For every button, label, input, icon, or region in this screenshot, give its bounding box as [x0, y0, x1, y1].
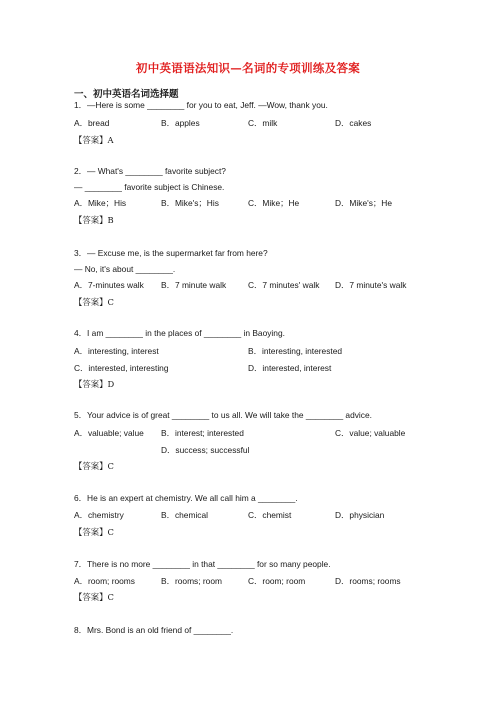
answer: 【答案】D: [74, 379, 115, 389]
option-b: B．Mike's；His: [161, 198, 219, 208]
option-c: C．room; room: [248, 576, 306, 586]
option-a: A．valuable; value: [74, 428, 144, 438]
option-c: C．value; valuable: [335, 428, 406, 438]
option-c: C．7 minutes' walk: [248, 280, 320, 290]
option-c: C．milk: [248, 118, 278, 128]
answer: 【答案】C: [74, 461, 114, 471]
option-a: A．interesting, interest: [74, 346, 159, 356]
question-stem: 2．— What's ________ favorite subject?: [74, 166, 226, 176]
question-stem: — ________ favorite subject is Chinese.: [74, 182, 225, 192]
question-stem: 4．I am ________ in the places of ________ in Baoying.: [74, 328, 285, 338]
question-stem: 1．—Here is some ________ for you to eat, Jeff. —Wow, thank you.: [74, 100, 328, 110]
option-a: A．chemistry: [74, 510, 124, 520]
option-b: B．interesting, interested: [248, 346, 343, 356]
option-a: A．7-minutes walk: [74, 280, 144, 290]
option-b: B．interest; interested: [161, 428, 244, 438]
option-d: D．rooms; rooms: [335, 576, 401, 586]
option-d: D．interested, interest: [248, 363, 332, 373]
page-title: 初中英语语法知识—名词的专项训练及答案: [135, 61, 361, 75]
answer: 【答案】C: [74, 527, 114, 537]
option-d: D．success; successful: [161, 445, 250, 455]
option-a: A．Mike；His: [74, 198, 127, 208]
option-c: C．chemist: [248, 510, 292, 520]
option-a: A．bread: [74, 118, 110, 128]
answer: 【答案】C: [74, 297, 114, 307]
question-stem: 5．Your advice is of great ________ to us all. We will take the ________ advice.: [74, 410, 372, 420]
option-b: B．7 minute walk: [161, 280, 227, 290]
question-stem: 7．There is no more ________ in that ________ for so many people.: [74, 559, 331, 569]
option-d: D．cakes: [335, 118, 372, 128]
option-d: D．Mike's；He: [335, 198, 392, 208]
option-d: D．7 minute's walk: [335, 280, 407, 290]
question-stem: 6．He is an expert at chemistry. We all call him a ________.: [74, 493, 298, 503]
option-d: D．physician: [335, 510, 385, 520]
option-a: A．room; rooms: [74, 576, 135, 586]
option-b: B．rooms; room: [161, 576, 222, 586]
option-b: B．apples: [161, 118, 200, 128]
option-b: B．chemical: [161, 510, 209, 520]
option-c: C．Mike；He: [248, 198, 300, 208]
question-stem: 8．Mrs. Bond is an old friend of ________.: [74, 625, 234, 635]
section-title: 一、初中英语名词选择题: [74, 89, 179, 100]
option-c: C．interested, interesting: [74, 363, 169, 373]
question-stem: 3．— Excuse me, is the supermarket far from here?: [74, 248, 268, 258]
answer: 【答案】C: [74, 592, 114, 602]
answer: 【答案】B: [74, 215, 114, 225]
answer: 【答案】A: [74, 135, 114, 145]
question-stem: — No, it's about ________.: [74, 264, 176, 274]
